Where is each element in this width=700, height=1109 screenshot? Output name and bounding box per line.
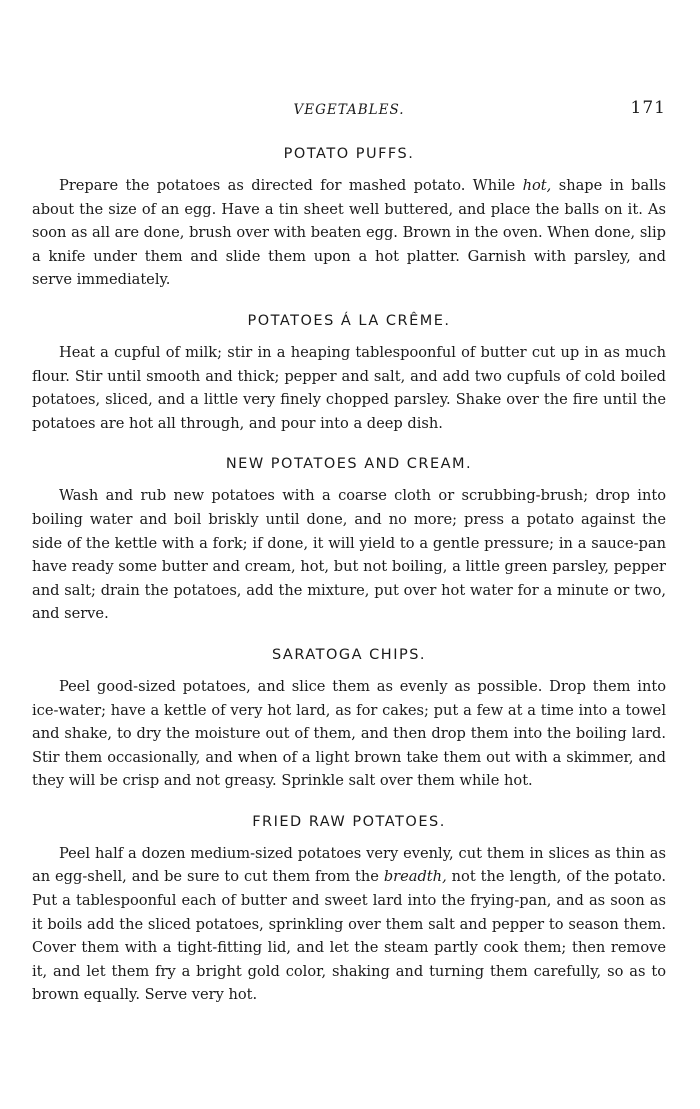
recipe-paragraph: [32, 842, 666, 1007]
recipe-title: POTATOES Á LA CRÊME.: [247, 312, 451, 329]
recipe-potato-puffs: [32, 142, 666, 292]
running-title: VEGETABLES.: [293, 102, 405, 118]
paragraph-text: shape in balls about the size of an egg. Have a tin sheet well buttered, and place the balls on it. As soon as all are done, brush over with beaten egg. Brown in the oven. When done, slip a knife under them and slide them upon a hot platter. Garnish with parsley, and serve immediately.: [32, 177, 667, 289]
recipe-saratoga-chips: [32, 643, 666, 793]
recipe-fried-raw-potatoes: [32, 810, 666, 1007]
paragraph-emphasis: breadth,: [383, 868, 447, 886]
recipe-paragraph: [32, 174, 666, 292]
recipe-title: FRIED RAW POTATOES.: [252, 813, 446, 830]
running-head: [32, 96, 666, 126]
recipe-paragraph: Wash and rub new potatoes with a coarse cloth or scrubbing-brush; drop into boiling water and boil briskly until done, and no more; press a potato against the side of the kettle with a fork; if done, it will yield to a gentle pressure; in a sauce-pan have ready some butter and cream, hot, but not boiling, a little green parsley, pepper and salt; drain the potatoes, add the mixture, put over hot water for a minute or two, and serve.: [32, 487, 666, 623]
recipe-title: SARATOGA CHIPS.: [271, 646, 427, 663]
paragraph-emphasis: hot,: [522, 177, 552, 194]
recipe-title: NEW POTATOES AND CREAM.: [225, 456, 473, 473]
recipe-potatoes-a-la-creme: [32, 309, 666, 435]
recipe-new-potatoes-and-cream: [32, 452, 666, 626]
recipe-paragraph: Peel good-sized potatoes, and slice them as evenly as possible. Drop them into ice-water; have a kettle of very hot lard, as for cakes; put a few at a time into a towel and shake, to dry the moisture out of them, and then drop them into the boiling lard. Stir them occasionally, and when of a light brown take them out with a skimmer, and they will be crisp and not greasy. Sprinkle salt over them while hot.: [32, 677, 666, 790]
page-number: 171: [630, 98, 666, 118]
book-page: [32, 96, 666, 1007]
paragraph-text: Peel half a dozen medium-sized potatoes very evenly, cut them in slices as thin as an egg-shell, and be sure to cut them from the: [32, 844, 666, 886]
paragraph-text: not the length, of the potato. Put a tablespoonful each of butter and sweet lard into the frying-pan, and as soon as it boils add the sliced potatoes, sprinkling over them salt and pepper to season them. Cover them with a tight-fitting lid, and let the steam partly cook them; then remove it, and let them fry a bright gold color, shaking and turning them carefully, so as to brown equally. Serve very hot.: [32, 868, 667, 1004]
recipe-title: POTATO PUFFS.: [283, 146, 415, 162]
recipe-paragraph: Heat a cupful of milk; stir in a heaping tablespoonful of butter cut up in as much flour. Stir until smooth and thick; pepper and salt, and add two cupfuls of cold boiled potatoes, sliced, and a little very finely chopped parsley. Shake over the fire until the potatoes are hot all through, and pour into a deep dish.: [32, 343, 666, 432]
paragraph-text: Prepare the potatoes as directed for mashed potato. While: [59, 177, 523, 194]
